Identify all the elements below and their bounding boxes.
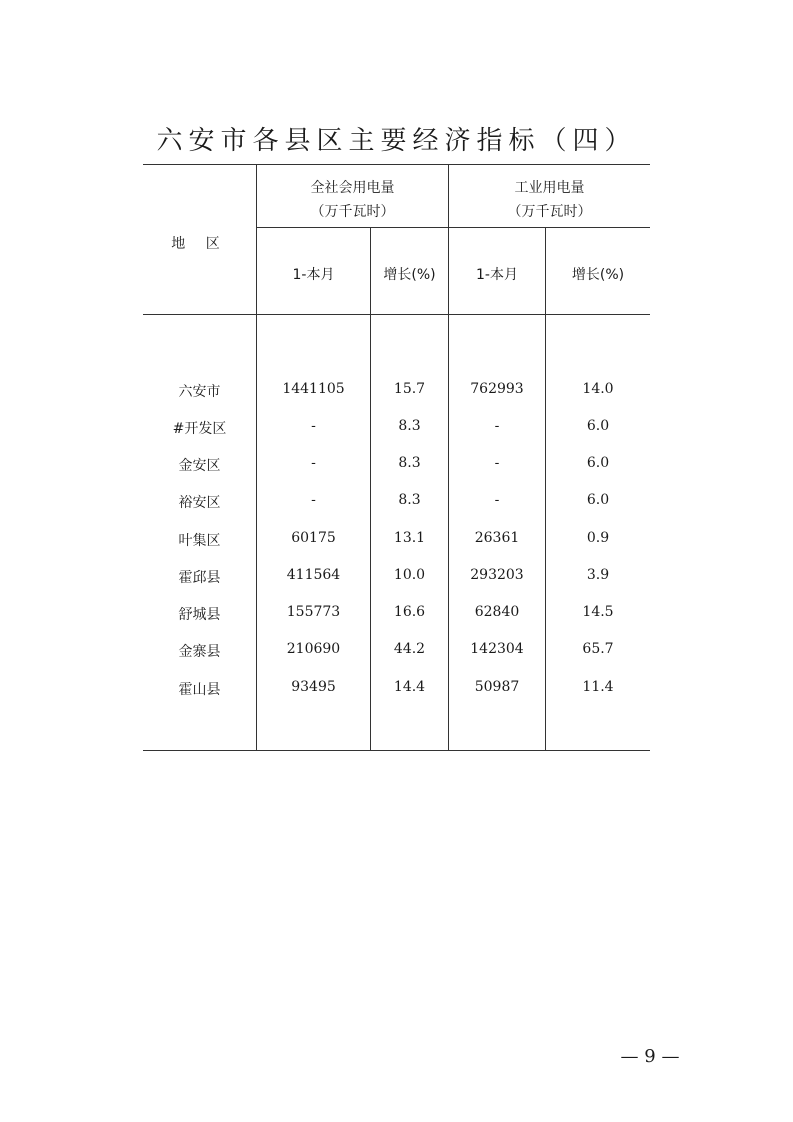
total-value: 210690 <box>286 641 341 657</box>
industrial-power-header: 工业用电量 <box>514 180 585 196</box>
total-value: - <box>311 492 316 508</box>
region-name: 金安区 <box>178 458 221 474</box>
page-title: 六安市各县区主要经济指标（四） <box>156 126 637 156</box>
total-growth: 14.4 <box>393 679 426 695</box>
industrial-value: 50987 <box>474 679 520 695</box>
total-value: 93495 <box>291 679 336 695</box>
table-top-rule <box>143 164 650 165</box>
industrial-power-unit: （万千瓦时） <box>507 204 592 220</box>
total-growth-header: 增长(%) <box>383 267 436 283</box>
total-growth: 8.3 <box>398 492 421 508</box>
industrial-growth: 6.0 <box>586 418 610 434</box>
total-value: - <box>311 418 316 434</box>
region-column-header: 地 区 <box>171 236 228 252</box>
header-group-rule <box>257 227 650 228</box>
total-power-header: 全社会用电量 <box>310 180 395 196</box>
industrial-growth: 14.5 <box>582 604 614 620</box>
region-name: 裕安区 <box>178 495 221 511</box>
industrial-value: - <box>494 418 500 434</box>
region-name: 舒城县 <box>178 607 221 623</box>
total-value: 411564 <box>286 567 341 583</box>
industrial-growth: 0.9 <box>586 530 610 546</box>
industrial-growth: 11.4 <box>582 679 614 695</box>
col-divider-industry <box>545 227 546 751</box>
region-name: 霍山县 <box>178 682 221 698</box>
industrial-value: 142304 <box>470 641 524 657</box>
total-growth: 8.3 <box>398 455 421 471</box>
region-name: 霍邱县 <box>178 570 221 586</box>
table-bottom-rule <box>143 750 650 751</box>
industrial-value: 293203 <box>470 567 524 583</box>
header-bottom-rule <box>143 314 650 315</box>
industrial-growth: 6.0 <box>586 492 610 508</box>
total-growth: 16.6 <box>393 604 426 620</box>
total-value: 60175 <box>291 530 336 546</box>
region-name: 六安市 <box>178 384 221 400</box>
region-name: 叶集区 <box>178 533 221 549</box>
industrial-value: 62840 <box>474 604 520 620</box>
industrial-growth: 65.7 <box>582 641 614 657</box>
industrial-month-header: 1-本月 <box>476 267 518 283</box>
industrial-growth-header: 增长(%) <box>571 267 625 283</box>
industrial-value: - <box>494 455 500 471</box>
total-growth: 44.2 <box>393 641 426 657</box>
total-growth: 10.0 <box>393 567 426 583</box>
total-growth: 8.3 <box>398 418 421 434</box>
industrial-value: 762993 <box>470 381 524 397</box>
col-divider-total <box>370 227 371 751</box>
industrial-value: 26361 <box>474 530 520 546</box>
total-value: 155773 <box>286 604 341 620</box>
total-power-unit: （万千瓦时） <box>310 204 395 220</box>
total-value: - <box>311 455 316 471</box>
total-month-header: 1-本月 <box>292 267 335 283</box>
total-growth: 13.1 <box>393 530 426 546</box>
total-value: 1441105 <box>282 381 345 397</box>
total-growth: 15.7 <box>393 381 426 397</box>
industrial-growth: 6.0 <box>586 455 610 471</box>
industrial-value: - <box>494 492 500 508</box>
industrial-growth: 14.0 <box>582 381 614 397</box>
industrial-growth: 3.9 <box>586 567 610 583</box>
region-name: #开发区 <box>172 421 227 437</box>
page-number: — 9 — <box>620 1046 680 1067</box>
region-name: 金寨县 <box>178 644 221 660</box>
